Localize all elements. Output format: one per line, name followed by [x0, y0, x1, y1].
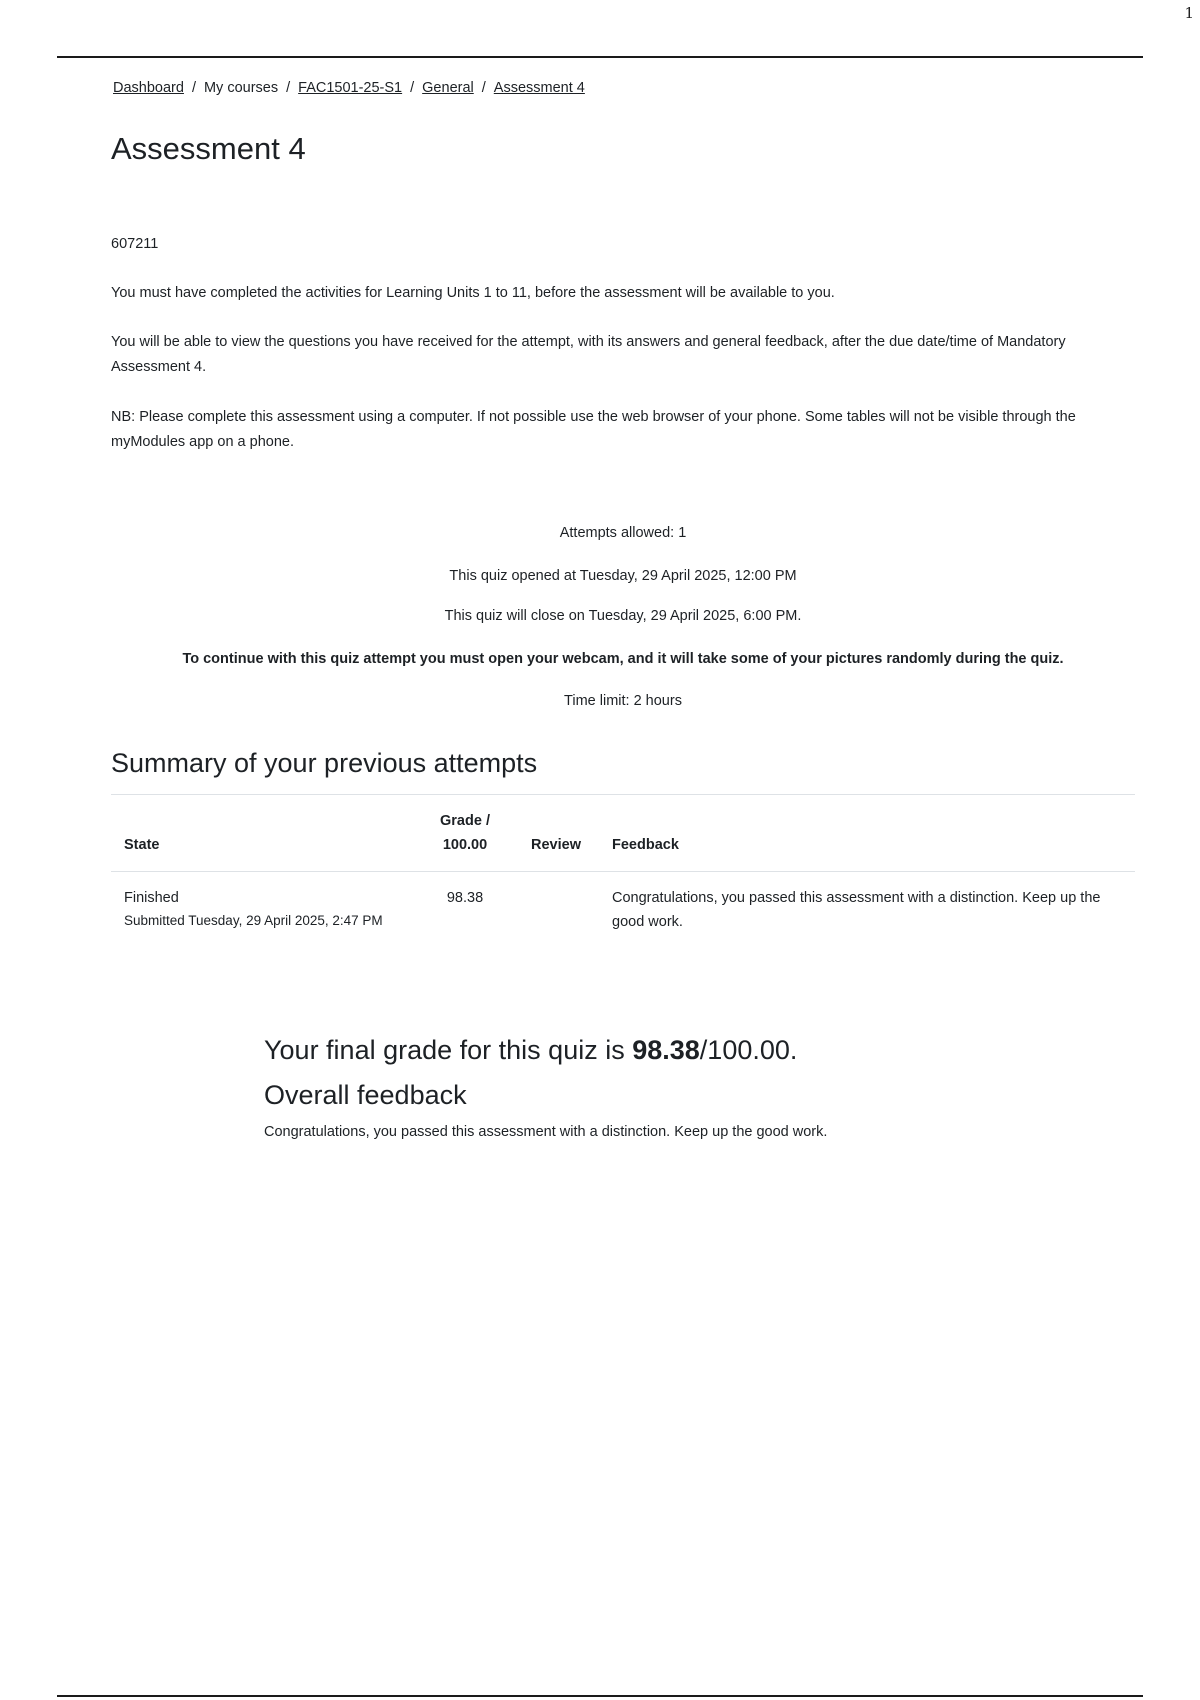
final-grade-suffix: /100.00.	[699, 1035, 798, 1065]
attempt-feedback: Congratulations, you passed this assessment with a distinction. Keep up the good work.	[612, 890, 1101, 930]
bottom-divider	[57, 1695, 1143, 1697]
column-header-feedback: Feedback	[599, 795, 1135, 872]
top-divider	[57, 56, 1143, 58]
attempts-allowed: Attempts allowed: 1	[559, 525, 687, 541]
overall-feedback-text: Congratulations, you passed this assessment with a distinction. Keep up the good work.	[264, 1124, 828, 1140]
summary-heading: Summary of your previous attempts	[111, 748, 538, 778]
time-limit: Time limit: 2 hours	[564, 693, 682, 709]
breadcrumb	[113, 80, 585, 96]
column-header-grade-max: 100.00	[442, 837, 488, 853]
column-header-grade	[412, 795, 518, 872]
breadcrumb-separator: /	[410, 80, 415, 96]
overall-feedback-heading: Overall feedback	[264, 1080, 467, 1110]
attempt-state-cell	[111, 872, 412, 949]
attempts-header-row	[111, 795, 1135, 872]
attempt-submitted-date: Submitted Tuesday, 29 April 2025, 2:47 PM	[124, 913, 383, 928]
breadcrumb-general-link[interactable]: General	[422, 80, 474, 96]
table-row	[111, 872, 1135, 949]
intro-paragraph-prerequisites: You must have completed the activities for Learning Units 1 to 11, before the assessment will be available to you.	[111, 285, 835, 301]
breadcrumb-my-courses: My courses	[203, 80, 279, 96]
final-grade-value: 98.38	[632, 1035, 700, 1065]
page-title: Assessment 4	[111, 131, 306, 166]
breadcrumb-separator: /	[191, 80, 196, 96]
final-grade-prefix: Your final grade for this quiz is	[264, 1035, 633, 1065]
attempts-table	[111, 794, 1135, 948]
breadcrumb-course-link[interactable]: FAC1501-25-S1	[298, 80, 403, 96]
breadcrumb-dashboard-link[interactable]: Dashboard	[113, 80, 184, 96]
column-header-grade-label: Grade /	[440, 813, 490, 829]
attempt-review	[518, 872, 599, 949]
breadcrumb-separator: /	[286, 80, 291, 96]
page-number: 1	[1184, 4, 1194, 22]
column-header-state: State	[111, 795, 412, 872]
attempt-state: Finished	[124, 890, 179, 906]
module-code: 607211	[111, 236, 159, 252]
column-header-review: Review	[518, 795, 599, 872]
quiz-close-date: This quiz will close on Tuesday, 29 April 2025, 6:00 PM.	[444, 608, 802, 624]
intro-paragraph-review: You will be able to view the questions you have received for the attempt, with its answers and general feedback, after the due date/time of Mandatory Assessment 4.	[111, 334, 1066, 375]
breadcrumb-separator: /	[481, 80, 486, 96]
breadcrumb-assessment-link[interactable]: Assessment 4	[493, 80, 585, 96]
webcam-notice: To continue with this quiz attempt you must open your webcam, and it will take some of your pictures randomly during the quiz.	[182, 651, 1064, 667]
final-grade	[264, 1035, 797, 1066]
attempt-grade: 98.38	[446, 890, 484, 906]
quiz-open-date: This quiz opened at Tuesday, 29 April 2025, 12:00 PM	[449, 568, 797, 584]
intro-paragraph-device-note: NB: Please complete this assessment using a computer. If not possible use the web browser of your phone. Some tables will not be visible through the myModules app on a phone.	[111, 409, 1076, 450]
